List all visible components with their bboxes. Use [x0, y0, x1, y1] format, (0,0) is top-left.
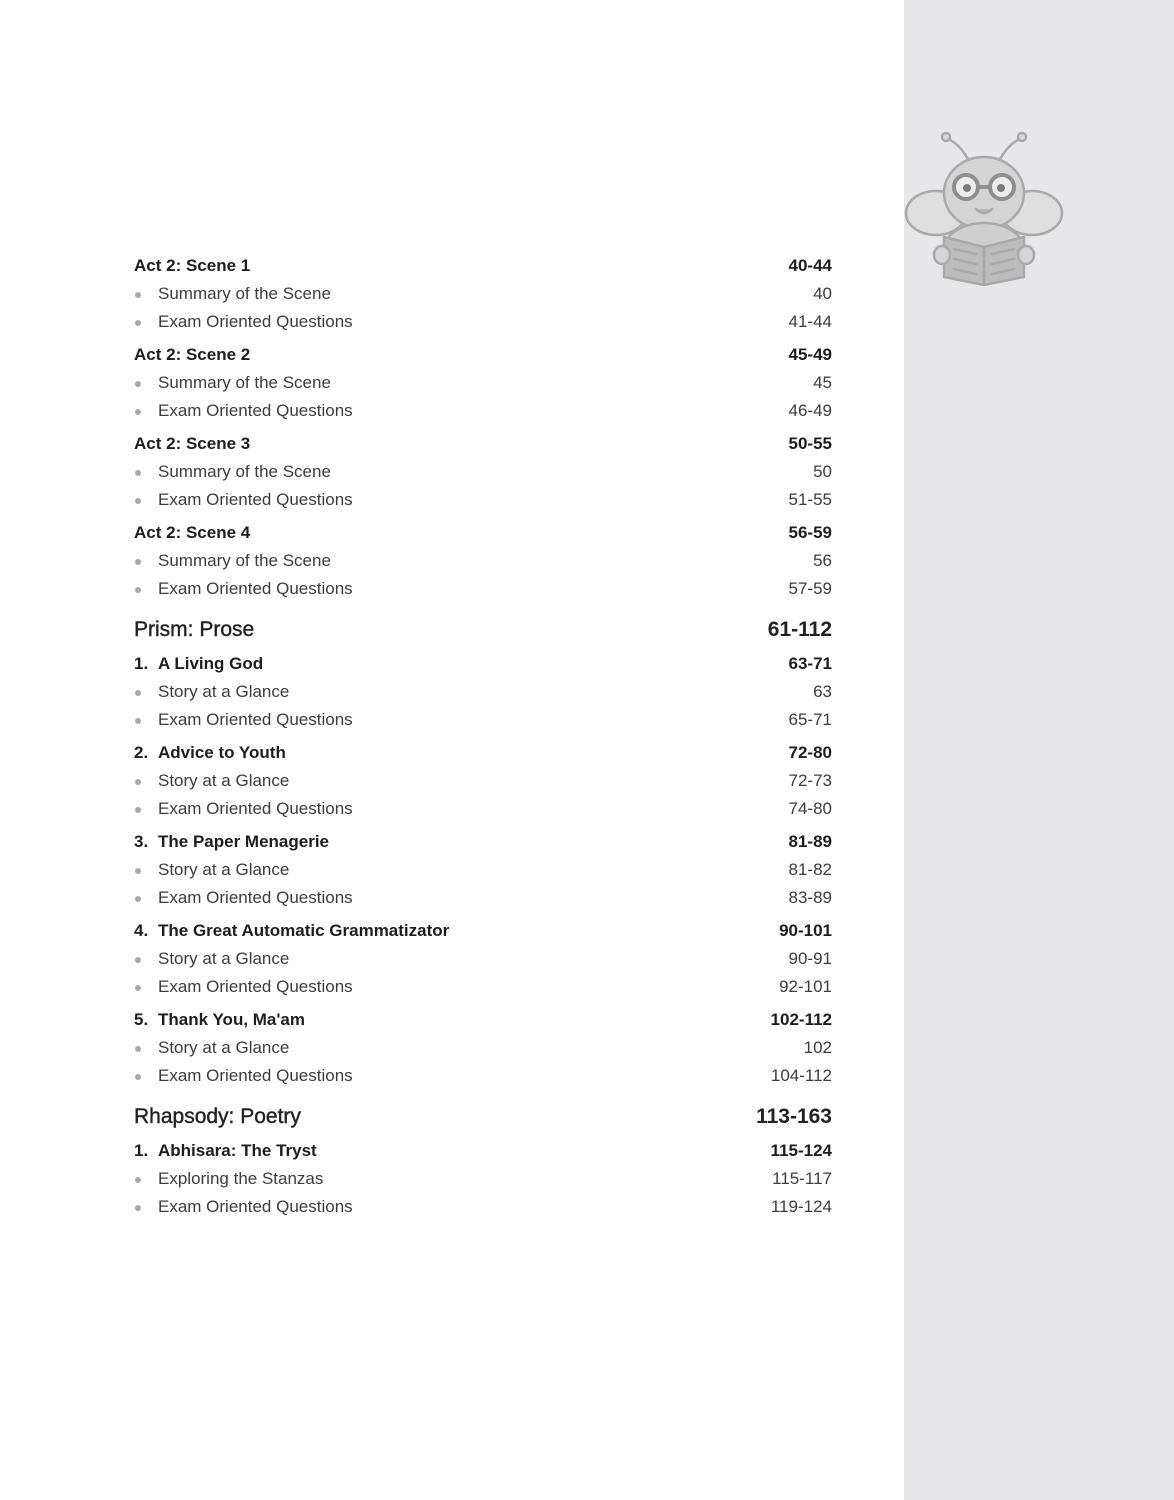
toc-pages: 45-49: [788, 345, 832, 364]
toc-item: [134, 369, 832, 397]
toc-title: [134, 1193, 353, 1221]
toc-title: [134, 1034, 289, 1062]
toc-title-text: Act 2: Scene 2: [134, 345, 251, 364]
toc-item: [134, 795, 832, 823]
toc-title-text: Exam Oriented Questions: [158, 710, 353, 729]
table-of-contents: [134, 252, 832, 1221]
toc-item: [134, 397, 832, 425]
toc-pages: 57-59: [788, 579, 832, 598]
toc-section: [134, 615, 832, 645]
toc-title: [134, 973, 353, 1001]
toc-pages: 81-89: [788, 832, 832, 851]
toc-pages: 72-80: [788, 743, 832, 762]
toc-title-text: Summary of the Scene: [158, 462, 331, 481]
bee-reading-book-icon: [904, 125, 1064, 295]
toc-title-text: Exam Oriented Questions: [158, 490, 353, 509]
toc-title: [134, 1137, 317, 1165]
toc-item: [134, 767, 832, 795]
toc-title-text: Exam Oriented Questions: [158, 799, 353, 818]
toc-title: [134, 430, 250, 458]
toc-title: [134, 575, 353, 603]
toc-pages: 113-163: [756, 1105, 832, 1128]
toc-title: [134, 767, 289, 795]
toc-title: [134, 458, 331, 486]
toc-title-text: Abhisara: The Tryst: [158, 1141, 317, 1160]
toc-title-text: Thank You, Ma'am: [158, 1010, 305, 1029]
toc-title: [134, 678, 289, 706]
toc-title-text: Exam Oriented Questions: [158, 1197, 353, 1216]
toc-title-text: A Living God: [158, 654, 264, 673]
toc-title-text: Exam Oriented Questions: [158, 1066, 353, 1085]
toc-pages: 50: [813, 462, 832, 481]
toc-title-text: The Paper Menagerie: [158, 832, 330, 851]
toc-item: [134, 856, 832, 884]
toc-pages: 40-44: [788, 256, 832, 275]
toc-pages: 104-112: [770, 1066, 832, 1085]
toc-item: [134, 884, 832, 912]
toc-pages: 56-59: [788, 523, 832, 542]
toc-title-text: Story at a Glance: [158, 771, 290, 790]
toc-chapter: [134, 828, 832, 856]
toc-title: [134, 856, 289, 884]
toc-pages: 72-73: [788, 771, 832, 790]
toc-title-text: Advice to Youth: [158, 743, 286, 762]
toc-item: [134, 1193, 832, 1221]
toc-title-text: Summary of the Scene: [158, 284, 331, 303]
toc-title: [134, 1062, 353, 1090]
toc-title-text: Summary of the Scene: [158, 373, 331, 392]
toc-title-text: Story at a Glance: [158, 949, 290, 968]
toc-pages: 61-112: [767, 618, 832, 641]
toc-chapter: [134, 1137, 832, 1165]
toc-pages: 102: [803, 1038, 832, 1057]
toc-title-text: Exam Oriented Questions: [158, 579, 353, 598]
toc-section: [134, 1102, 832, 1132]
toc-title: [134, 917, 449, 945]
toc-title: [134, 884, 353, 912]
toc-title: [134, 945, 289, 973]
toc-pages: 115-124: [770, 1141, 832, 1160]
toc-title: [134, 519, 250, 547]
toc-pages: 40: [813, 284, 832, 303]
toc-item: [134, 486, 832, 514]
toc-title-text: The Great Automatic Grammatizator: [158, 921, 450, 940]
toc-number: 2.: [134, 743, 149, 762]
toc-item: [134, 678, 832, 706]
toc-title-text: Act 2: Scene 4: [134, 523, 251, 542]
toc-chapter: [134, 739, 832, 767]
toc-title: [134, 828, 329, 856]
toc-title: [134, 486, 353, 514]
toc-item: [134, 1062, 832, 1090]
toc-pages: 41-44: [788, 312, 832, 331]
toc-title: [134, 1006, 305, 1034]
toc-pages: 119-124: [770, 1197, 832, 1216]
toc-title-text: Exam Oriented Questions: [158, 888, 353, 907]
toc-title-text: Story at a Glance: [158, 1038, 290, 1057]
toc-title-text: Rhapsody: Poetry: [134, 1105, 301, 1128]
toc-chapter: [134, 519, 832, 547]
toc-number: 4.: [134, 921, 149, 940]
toc-title: [134, 308, 353, 336]
toc-pages: 81-82: [788, 860, 832, 879]
toc-title: [134, 252, 250, 280]
toc-title-text: Summary of the Scene: [158, 551, 331, 570]
toc-pages: 50-55: [788, 434, 832, 453]
toc-title: [134, 369, 331, 397]
toc-title-text: Exam Oriented Questions: [158, 401, 353, 420]
toc-number: 1.: [134, 1141, 149, 1160]
toc-title: [134, 1165, 323, 1193]
toc-pages: 102-112: [770, 1010, 832, 1029]
toc-title-text: Story at a Glance: [158, 860, 290, 879]
toc-chapter: [134, 1006, 832, 1034]
toc-item: [134, 945, 832, 973]
toc-title-text: Exploring the Stanzas: [158, 1169, 324, 1188]
toc-title-text: Act 2: Scene 1: [134, 256, 251, 275]
toc-number: 5.: [134, 1010, 149, 1029]
toc-pages: 115-117: [772, 1169, 832, 1188]
toc-item: [134, 1165, 832, 1193]
toc-title: [134, 615, 254, 645]
toc-pages: 90-101: [779, 921, 832, 940]
toc-title: [134, 280, 331, 308]
toc-item: [134, 458, 832, 486]
toc-title-text: Exam Oriented Questions: [158, 977, 353, 996]
toc-pages: 56: [813, 551, 832, 570]
toc-pages: 46-49: [788, 401, 832, 420]
toc-item: [134, 575, 832, 603]
toc-pages: 63-71: [788, 654, 832, 673]
toc-pages: 51-55: [788, 490, 832, 509]
toc-pages: 92-101: [779, 977, 832, 996]
toc-title: [134, 397, 353, 425]
toc-pages: 63: [813, 682, 832, 701]
toc-chapter: [134, 252, 832, 280]
toc-item: [134, 308, 832, 336]
toc-item: [134, 706, 832, 734]
toc-title-text: Act 2: Scene 3: [134, 434, 251, 453]
toc-chapter: [134, 430, 832, 458]
toc-title-text: Prism: Prose: [134, 618, 255, 641]
toc-number: 3.: [134, 832, 149, 851]
toc-pages: 65-71: [788, 710, 832, 729]
toc-title: [134, 547, 331, 575]
toc-title: [134, 341, 250, 369]
toc-item: [134, 547, 832, 575]
toc-number: 1.: [134, 654, 149, 673]
toc-title: [134, 650, 263, 678]
toc-pages: 74-80: [788, 799, 832, 818]
toc-chapter: [134, 917, 832, 945]
toc-title-text: Exam Oriented Questions: [158, 312, 353, 331]
toc-title: [134, 739, 286, 767]
toc-pages: 90-91: [788, 949, 832, 968]
toc-pages: 83-89: [788, 888, 832, 907]
toc-item: [134, 1034, 832, 1062]
toc-chapter: [134, 650, 832, 678]
toc-pages: 45: [813, 373, 832, 392]
toc-title: [134, 1102, 301, 1132]
toc-title: [134, 706, 353, 734]
toc-title: [134, 795, 353, 823]
toc-item: [134, 973, 832, 1001]
toc-title-text: Story at a Glance: [158, 682, 290, 701]
toc-item: [134, 280, 832, 308]
toc-chapter: [134, 341, 832, 369]
